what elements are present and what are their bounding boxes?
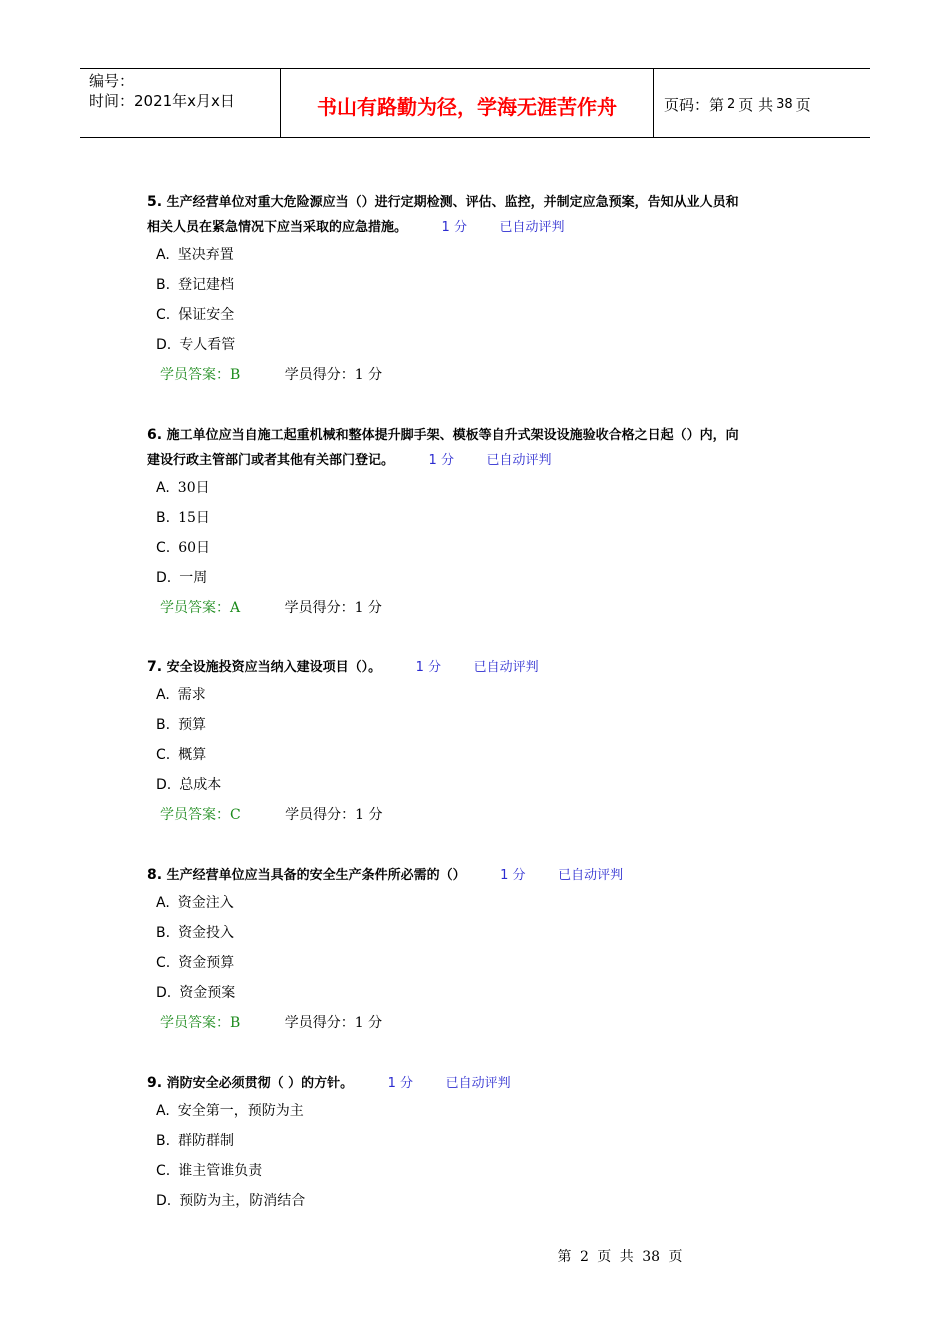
auto-graded-label: 已自动评判 bbox=[558, 868, 624, 883]
option-d: D. 预防为主，防消结合 bbox=[156, 1193, 306, 1209]
page-mid: 页 共 bbox=[738, 95, 774, 114]
header-meta bbox=[80, 69, 281, 137]
student-score: 学员得分：1 分 bbox=[284, 1015, 383, 1031]
student-score: 学员得分：1 分 bbox=[284, 600, 382, 616]
auto-graded-label: 已自动评判 bbox=[473, 660, 539, 675]
question-number: 9. bbox=[147, 1075, 163, 1091]
page-total: 38 bbox=[776, 96, 793, 112]
student-answer: 学员答案：B bbox=[160, 1015, 241, 1031]
option-c: C. 概算 bbox=[156, 747, 207, 763]
answer-row bbox=[147, 360, 807, 390]
question-title bbox=[147, 423, 807, 473]
option-c: C. 60日 bbox=[156, 540, 211, 556]
option-b: B. 登记建档 bbox=[156, 277, 235, 293]
question-text-line2: 建设行政主管部门或者其他有关部门登记。 bbox=[147, 453, 395, 468]
question-7 bbox=[147, 655, 807, 830]
header-page-info bbox=[654, 69, 870, 137]
question-score: 1 分 bbox=[441, 220, 467, 235]
auto-graded-label: 已自动评判 bbox=[445, 1076, 511, 1091]
question-text-line1: 安全设施投资应当纳入建设项目（）。 bbox=[166, 660, 382, 675]
question-number: 5. bbox=[147, 194, 163, 210]
question-8 bbox=[147, 863, 807, 1038]
question-5 bbox=[147, 190, 807, 390]
option-b: B. 预算 bbox=[156, 717, 207, 733]
option-d: D. 资金预案 bbox=[156, 985, 236, 1001]
student-answer: 学员答案：C bbox=[160, 807, 241, 823]
option-c: C. 资金预算 bbox=[156, 955, 235, 971]
page-suffix: 页 bbox=[795, 95, 811, 114]
option-d: D. 总成本 bbox=[156, 777, 222, 793]
question-text-line2: 相关人员在紧急情况下应当采取的应急措施。 bbox=[147, 220, 408, 235]
student-score: 学员得分：1 分 bbox=[284, 367, 383, 383]
question-number: 6. bbox=[147, 427, 163, 443]
question-text-line1: 施工单位应当自施工起重机械和整体提升脚手架、模板等自升式架设设施验收合格之日起（）内，向 bbox=[166, 428, 739, 443]
option-c: C. 保证安全 bbox=[156, 307, 235, 323]
auto-graded-label: 已自动评判 bbox=[499, 220, 565, 235]
option-a: A. 坚决弃置 bbox=[156, 247, 234, 263]
page-header bbox=[80, 68, 870, 138]
question-text-line1: 消防安全必须贯彻（ ）的方针。 bbox=[166, 1076, 354, 1091]
option-a: A. 资金注入 bbox=[156, 895, 234, 911]
option-c: C. 谁主管谁负责 bbox=[156, 1163, 263, 1179]
answer-row bbox=[147, 1008, 807, 1038]
option-a: A. 30日 bbox=[156, 480, 210, 496]
answer-row bbox=[147, 800, 807, 830]
question-title bbox=[147, 863, 807, 888]
option-b: B. 群防群制 bbox=[156, 1133, 235, 1149]
option-d: D. 专人看管 bbox=[156, 337, 236, 353]
question-score: 1 分 bbox=[428, 453, 454, 468]
option-b: B. 资金投入 bbox=[156, 925, 235, 941]
question-text-line1: 生产经营单位对重大危险源应当（）进行定期检测、评估、监控，并制定应急预案，告知从业人员和 bbox=[166, 195, 739, 210]
answer-row bbox=[147, 593, 807, 623]
number-label: 编号： bbox=[89, 72, 135, 90]
page-footer: 第 2 页 共 38 页 bbox=[557, 1249, 683, 1265]
question-title bbox=[147, 190, 807, 240]
option-a: A. 需求 bbox=[156, 687, 206, 703]
question-score: 1 分 bbox=[500, 868, 526, 883]
question-9 bbox=[147, 1071, 807, 1216]
student-answer: 学员答案：B bbox=[160, 367, 241, 383]
question-score: 1 分 bbox=[415, 660, 442, 675]
auto-graded-label: 已自动评判 bbox=[486, 453, 552, 468]
time-label: 时间：2021年x月x日 bbox=[89, 92, 235, 110]
option-b: B. 15日 bbox=[156, 510, 210, 526]
question-title bbox=[147, 1071, 807, 1096]
question-title bbox=[147, 655, 807, 680]
option-d: D. 一周 bbox=[156, 570, 208, 586]
header-motto: 书山有路勤为径，学海无涯苦作舟 bbox=[281, 69, 654, 137]
question-number: 8. bbox=[147, 867, 163, 883]
page-prefix: 页码：第 bbox=[664, 95, 725, 114]
page-num: 2 bbox=[727, 96, 736, 112]
question-score: 1 分 bbox=[387, 1076, 414, 1091]
option-a: A. 安全第一，预防为主 bbox=[156, 1103, 304, 1119]
question-6 bbox=[147, 423, 807, 623]
student-score: 学员得分：1 分 bbox=[285, 807, 383, 823]
question-text-line1: 生产经营单位应当具备的安全生产条件所必需的（） bbox=[166, 868, 466, 883]
student-answer: 学员答案：A bbox=[160, 600, 241, 616]
question-number: 7. bbox=[147, 659, 163, 675]
